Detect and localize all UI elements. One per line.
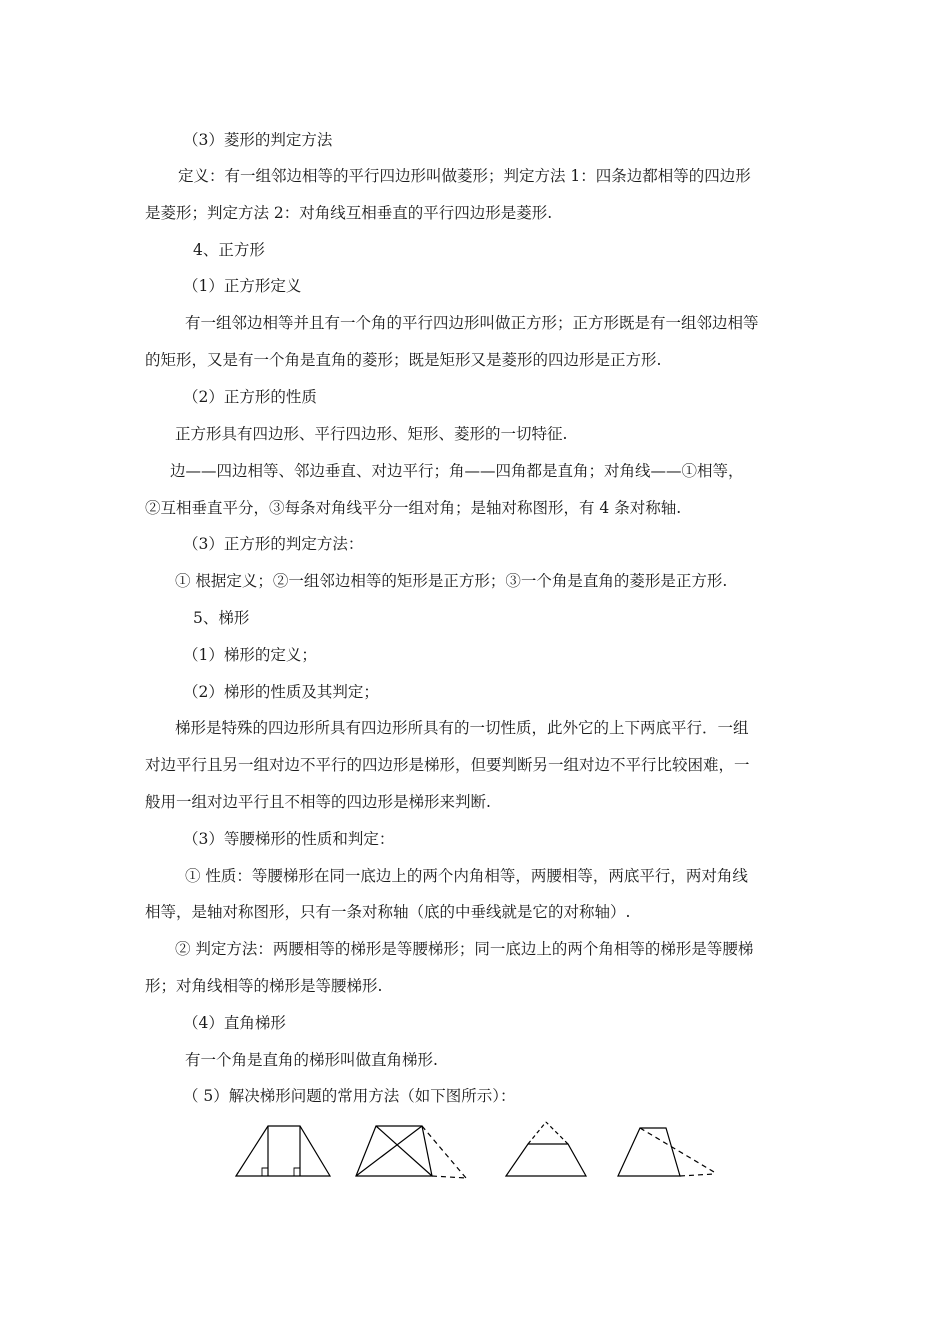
- heading-square-criteria: （3）正方形的判定方法：: [183, 535, 364, 553]
- heading-right-trapezoid: （4）直角梯形: [183, 1014, 286, 1032]
- paragraph-line: 形；对角线相等的梯形是等腰梯形.: [145, 977, 383, 995]
- heading-square-properties: （2）正方形的性质: [183, 388, 317, 406]
- paragraph-line: 边——四边相等、邻边垂直、对边平行；角——四角都是直角；对角线——①相等，: [170, 462, 744, 480]
- paragraph-line: 是菱形；判定方法 2：对角线互相垂直的平行四边形是菱形.: [145, 204, 553, 222]
- heading-square-definition: （1）正方形定义: [183, 277, 302, 295]
- paragraph-line: 正方形具有四边形、平行四边形、矩形、菱形的一切特征.: [175, 425, 568, 443]
- heading-rhombus-criteria: （3）菱形的判定方法: [183, 131, 333, 149]
- paragraph-line: ① 根据定义；②一组邻边相等的矩形是正方形；③一个角是直角的菱形是正方形.: [175, 572, 728, 590]
- paragraph-line: 相等，是轴对称图形，只有一条对称轴（底的中垂线就是它的对称轴）.: [145, 903, 631, 921]
- paragraph-line: 对边平行且另一组对边不平行的四边形是梯形，但要判断另一组对边不平行比较困难，一: [145, 756, 750, 774]
- paragraph-line: ②互相垂直平分，③每条对角线平分一组对角；是轴对称图形，有 4 条对称轴.: [145, 499, 682, 517]
- heading-isosceles-trapezoid: （3）等腰梯形的性质和判定：: [183, 830, 395, 848]
- figure-translate-leg: [618, 1128, 714, 1176]
- paragraph-line: ② 判定方法：两腰相等的梯形是等腰梯形；同一底边上的两个角相等的梯形是等腰梯: [175, 940, 754, 958]
- figure-translate-diagonal: [356, 1126, 466, 1178]
- paragraph-line: 定义：有一组邻边相等的平行四边形叫做菱形；判定方法 1：四条边都相等的四边形: [178, 167, 751, 185]
- paragraph-line: 般用一组对边平行且不相等的四边形是梯形来判断.: [145, 793, 491, 811]
- paragraph-line: 有一组邻边相等并且有一个角的平行四边形叫做正方形；正方形既是有一组邻边相等: [185, 314, 759, 332]
- paragraph-line: 梯形是特殊的四边形所具有四边形所具有的一切性质，此外它的上下两底平行．一组: [175, 719, 749, 737]
- figure-two-heights: [236, 1126, 330, 1176]
- heading-trapezoid-properties: （2）梯形的性质及其判定；: [183, 683, 379, 701]
- paragraph-line: ① 性质：等腰梯形在同一底边上的两个内角相等，两腰相等，两底平行，两对角线: [185, 867, 748, 885]
- heading-trapezoid-definition: （1）梯形的定义；: [183, 646, 317, 664]
- heading-trapezoid-methods: （ 5）解决梯形问题的常用方法（如下图所示）：: [183, 1087, 516, 1105]
- figure-extend-legs: [506, 1122, 586, 1176]
- paragraph-line: 的矩形，又是有一个角是直角的菱形；既是矩形又是菱形的四边形是正方形.: [145, 351, 662, 369]
- trapezoid-method-figures: [230, 1120, 730, 1182]
- heading-trapezoid: 5、梯形: [193, 609, 250, 627]
- heading-square: 4、正方形: [193, 241, 265, 259]
- paragraph-line: 有一个角是直角的梯形叫做直角梯形.: [185, 1051, 438, 1069]
